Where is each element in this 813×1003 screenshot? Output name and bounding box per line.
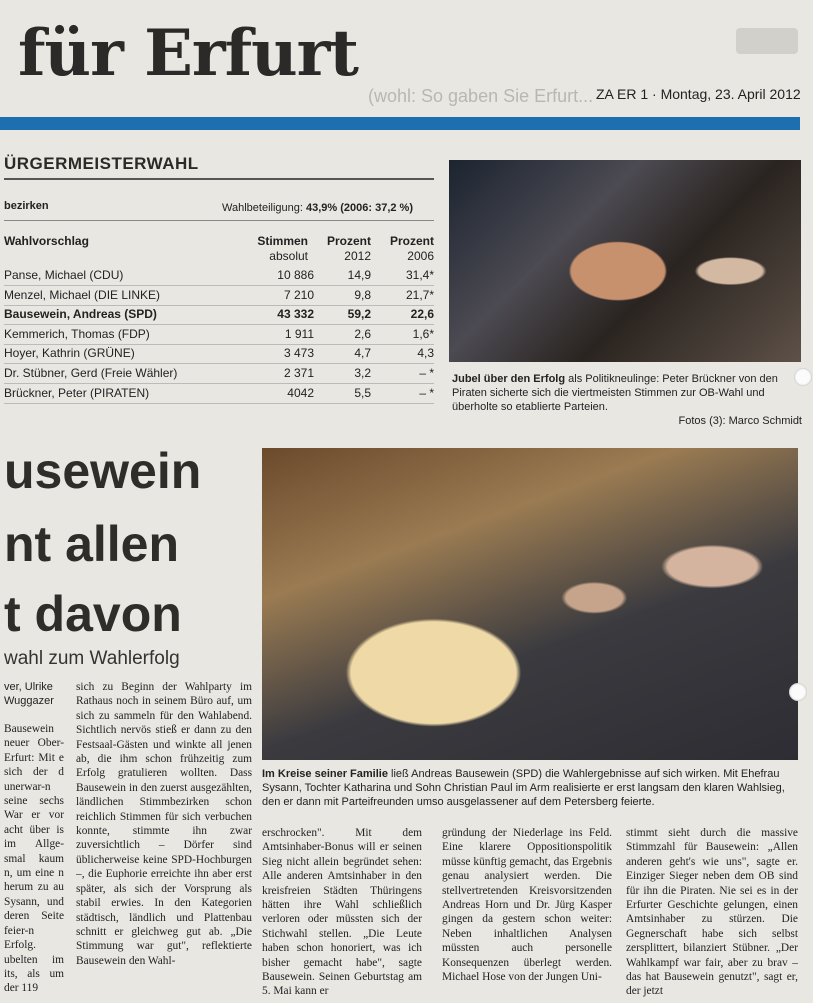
punch-hole — [794, 368, 812, 386]
cell-name: Bausewein, Andreas (SPD) — [4, 307, 157, 322]
table-row — [4, 383, 434, 404]
cell-votes: 1 911 — [284, 326, 314, 341]
col-header-pct2006 — [390, 234, 434, 264]
blue-rule — [0, 117, 800, 130]
col-header-votes-line2: absolut — [269, 249, 308, 263]
bleed-through-text: (wohl: So gaben Sie Erfurt... — [368, 86, 594, 106]
col-header-pct2012 — [327, 234, 371, 264]
cell-p2006: – * — [419, 385, 434, 400]
article-headline-line3: t davon — [4, 586, 182, 642]
cell-name: Brückner, Peter (PIRATEN) — [4, 385, 150, 400]
section-divider — [4, 178, 434, 180]
caption-main-text: ließ Andreas Bausewein (SPD) die Wahlergebnisse auf sich wirken. Mit Ehefrau Sysann, Tochter Katharina und Sohn Christian Paul im Arm realisierte er erst langsam den klaren Wahlsieg, den er dann mit Parteifreunden umso ausgelassener auf dem Petersberg feierte. — [262, 768, 785, 808]
punch-hole — [789, 683, 807, 701]
article-column-5: stimmt sieht durch die massive Stimmzahl für Bausewein: „Allen anderen geht's wie uns", sagte er. Einziger Sieger neben dem OB sind für ihn die Piraten. Nie sei es in der Erfurter Geschichte gelungen, einen Amtsinhaber zu stürzen. Die Gegnerschaft habe sich selbst zersplittert, bilanziert Stübner. „Der Wahlkampf war fair, aber zu brav – das hat Bausewein genutzt", sagt er, der jetzt — [626, 827, 798, 998]
caption-top-lead: Jubel über den Erfolg — [452, 373, 566, 385]
col-header-votes — [257, 234, 308, 264]
col-header-candidate: Wahlvorschlag — [4, 234, 89, 248]
cell-p2006: 21,7* — [405, 287, 434, 302]
caption-main-lead: Im Kreise seiner Familie — [262, 768, 388, 780]
cell-name: Kemmerich, Thomas (FDP) — [4, 326, 150, 341]
photo-caption-top — [452, 372, 802, 428]
table-row — [4, 285, 434, 306]
turnout-label: Wahlbeteiligung: — [222, 202, 303, 214]
table-row — [4, 324, 434, 345]
article-column-3: erschrocken". Mit dem Amtsinhaber-Bonus will er seinen Sieg nicht allein begründet sehen: Alle anderen Amtsinhaber in den kreisfreien Städten Thüringens hätten ihre Wahl schließlich verloren oder müssten sich der Stichwahl stellen. „Die Leute haben schon honoriert, was ich bisher gemacht habe", sagte Bausewein. Seinen Geburtstag am 5. Mai kann er — [262, 827, 422, 998]
cell-p2006: – * — [419, 366, 434, 380]
table-row — [4, 343, 434, 364]
cell-votes: 3 473 — [283, 346, 314, 361]
photo-credit: Fotos (3): Marco Schmidt — [678, 415, 802, 427]
col-header-pct2012-line1: Prozent — [326, 234, 371, 248]
cell-votes: 7 210 — [283, 287, 314, 302]
district-label: bezirken — [4, 200, 49, 212]
table-row — [4, 265, 434, 286]
cell-name: Panse, Michael (CDU) — [4, 268, 124, 282]
cell-p2012: 3,2 — [354, 366, 371, 380]
cell-p2012: 9,8 — [354, 287, 371, 302]
turnout-text — [222, 202, 413, 214]
caption-top-text: als Politikneulinge: Peter Brückner von den Piraten sicherte sich die viertmeisten Stimmen zur OB-Wahl und überholte so etablierte Parteien. — [452, 373, 778, 413]
col-header-pct2012-line2: 2012 — [344, 249, 371, 263]
newspaper-logo-mark — [736, 28, 798, 54]
results-section-title: ÜRGERMEISTERWAHL — [4, 154, 199, 173]
table-divider — [4, 220, 434, 221]
page-headline: für Erfurt — [18, 16, 358, 91]
cell-p2012: 4,7 — [354, 346, 371, 361]
cell-p2012: 59,2 — [347, 307, 371, 322]
cell-p2012: 14,9 — [347, 268, 371, 282]
col-header-pct2006-line2: 2006 — [407, 249, 434, 263]
photo-bausewein-family — [262, 448, 798, 760]
cell-p2006: 4,3 — [417, 346, 434, 361]
article-subhead: wahl zum Wahlerfolg — [4, 648, 180, 669]
cell-name: Hoyer, Kathrin (GRÜNE) — [4, 346, 135, 361]
article-headline-line2: nt allen — [4, 516, 180, 572]
cell-p2012: 5,5 — [354, 385, 371, 400]
cell-name: Dr. Stübner, Gerd (Freie Wähler) — [4, 366, 178, 380]
cell-p2012: 2,6 — [354, 326, 371, 341]
article-column-2: sich zu Beginn der Wahlparty im Rathaus noch in seinem Büro auf, um sich zu sammeln für den Wahlabend. Sichtlich nervös stieß er dann zu den Festsaal-Gästen und winkte all jenen ab, die ihm schon frühzeitig zum Erfolg gratulieren wollten. Dass Bausewein in den zuerst ausgezählten, ländlichen Stimmbezirken schon reichlich Stimmen für sich verbuchen konnte, stimmte ihn zwar zuversichtlich – Dörfer sind üblicherweise keine SPD-Hochburgen –, die Euphorie erreichte ihn aber erst später, als sich der Vorsprung als stabil erwies. In den Kategorien städtisch, ländlich und Plattenbau schnitt er gleichweg gut ab. „Die Stimmung war gut", reflektierte Bausewein den Wahl- — [76, 681, 252, 967]
dateline: ZA ER 1 · Montag, 23. April 2012 — [596, 86, 801, 102]
photo-brueckner-celebration — [449, 160, 801, 362]
cell-p2006: 1,6* — [412, 326, 434, 341]
table-row — [4, 304, 434, 325]
article-headline-line1: usewein — [4, 443, 202, 499]
article-column-4: gründung der Niederlage ins Feld. Eine klarere Oppositionspolitik müsse künftig gemacht, das Ergebnis genau analysiert werden. Die stellvertretenden Kreisvorsitzenden Andreas Horn und Dr. Jürg Kasper gingen da gestern schon weiter: Neben inhaltlichen Analysen müssten auch personelle Konsequenzen überlegt werden. Michael Hose von der Jungen Uni- — [442, 827, 612, 984]
cell-p2006: 22,6 — [410, 307, 434, 322]
cell-votes: 10 886 — [277, 268, 314, 282]
table-row — [4, 363, 434, 384]
article-column-1: Bausewein neuer Ober-Erfurt: Mit e sich der d unerwar-n seine sechs War er vor acht über is im Allge-smal kaum n, um eine n herum zu au Sysann, und deren Seite feier-n Erfolg. ubelten im its, als um der 119 — [4, 723, 64, 995]
article-author: ver, Ulrike Wuggazer — [4, 681, 54, 707]
turnout-value: 43,9% (2006: 37,2 %) — [305, 202, 413, 214]
cell-votes: 43 332 — [277, 307, 314, 322]
cell-votes: 2 371 — [283, 366, 314, 380]
photo-caption-main — [262, 767, 798, 809]
cell-votes: 4042 — [287, 385, 314, 400]
col-header-pct2006-line1: Prozent — [389, 234, 434, 248]
col-header-votes-line1: Stimmen — [257, 234, 308, 248]
cell-name: Menzel, Michael (DIE LINKE) — [4, 287, 161, 302]
cell-p2006: 31,4* — [405, 268, 434, 282]
